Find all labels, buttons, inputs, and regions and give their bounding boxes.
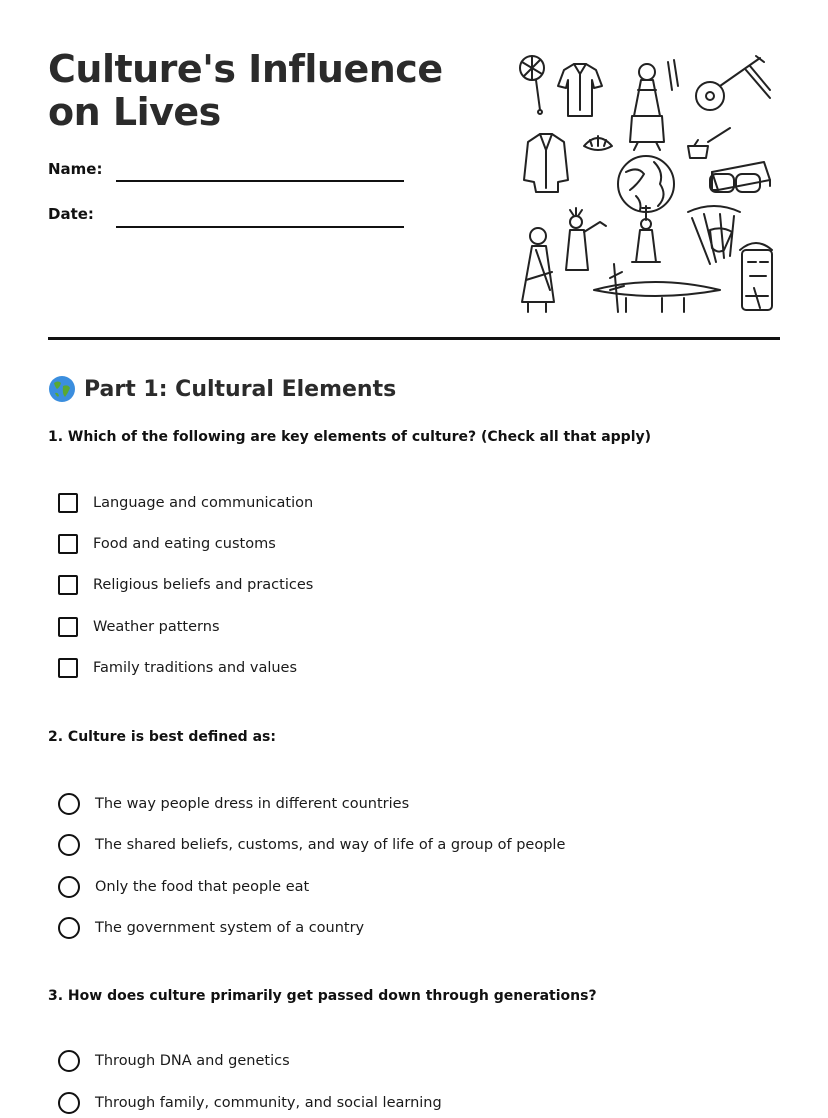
checkbox[interactable] — [58, 534, 78, 554]
shirt-icon — [558, 64, 602, 116]
worksheet-title: Culture's Influence on Lives — [48, 47, 443, 134]
date-field[interactable] — [116, 226, 404, 228]
robe-icon — [524, 134, 568, 192]
option-label: Food and eating customs — [93, 536, 276, 552]
radio-button[interactable] — [58, 834, 80, 856]
option-label: The government system of a country — [95, 920, 365, 936]
guitar-icon — [696, 56, 770, 110]
option-label: Language and communication — [93, 495, 314, 511]
option-label: Only the food that people eat — [95, 879, 310, 895]
checkbox[interactable] — [58, 575, 78, 595]
q2-option-2[interactable] — [58, 833, 565, 857]
globe-icon — [48, 375, 76, 403]
radio-button[interactable] — [58, 917, 80, 939]
section-title-text: Part 1: Cultural Elements — [84, 376, 397, 402]
option-label: Weather patterns — [93, 619, 220, 635]
totem-icon — [740, 243, 772, 310]
suitcase-icon — [710, 162, 770, 192]
option-label: The shared beliefs, customs, and way of life of a group of people — [95, 837, 566, 853]
woman-dress-icon — [630, 64, 664, 150]
question-2: 2. Culture is best defined as: — [48, 729, 276, 745]
option-label: Religious beliefs and practices — [93, 577, 314, 593]
radio-button[interactable] — [58, 1092, 80, 1114]
q1-option-1[interactable] — [58, 491, 313, 515]
option-label: The way people dress in different countries — [95, 796, 410, 812]
statue-liberty-small-icon — [632, 206, 660, 262]
checkbox[interactable] — [58, 617, 78, 637]
radio-button[interactable] — [58, 1050, 80, 1072]
question-3: 3. How does culture primarily get passed down through generations? — [48, 988, 597, 1004]
q1-option-4[interactable] — [58, 615, 220, 639]
culture-illustration — [514, 50, 780, 316]
statue-liberty-icon — [566, 208, 606, 270]
pot-icon — [688, 128, 730, 158]
option-label: Through DNA and genetics — [95, 1053, 290, 1069]
section-divider — [48, 337, 780, 340]
date-label: Date: — [48, 205, 94, 223]
q2-option-4[interactable] — [58, 916, 364, 940]
name-label: Name: — [48, 160, 103, 178]
globe-art-icon — [618, 156, 674, 212]
option-label: Through family, community, and social learning — [95, 1095, 442, 1111]
mask-headdress-icon — [688, 206, 740, 264]
q3-option-1[interactable] — [58, 1049, 290, 1073]
flute-icon — [668, 60, 678, 90]
kite-icon — [520, 56, 544, 114]
question-1: 1. Which of the following are key elements of culture? (Check all that apply) — [48, 429, 652, 445]
radio-button[interactable] — [58, 793, 80, 815]
radio-button[interactable] — [58, 876, 80, 898]
q1-option-5[interactable] — [58, 656, 297, 680]
option-label: Family traditions and values — [93, 660, 298, 676]
q1-option-3[interactable] — [58, 573, 313, 597]
q3-option-2[interactable] — [58, 1091, 442, 1115]
section-title — [48, 374, 396, 404]
checkbox[interactable] — [58, 658, 78, 678]
q1-option-2[interactable] — [58, 532, 276, 556]
dumpling-icon — [584, 136, 612, 150]
q2-option-1[interactable] — [58, 792, 409, 816]
name-field[interactable] — [116, 180, 404, 182]
q2-option-3[interactable] — [58, 875, 309, 899]
canoe-icon — [594, 264, 720, 312]
checkbox[interactable] — [58, 493, 78, 513]
sari-woman-icon — [522, 228, 554, 312]
